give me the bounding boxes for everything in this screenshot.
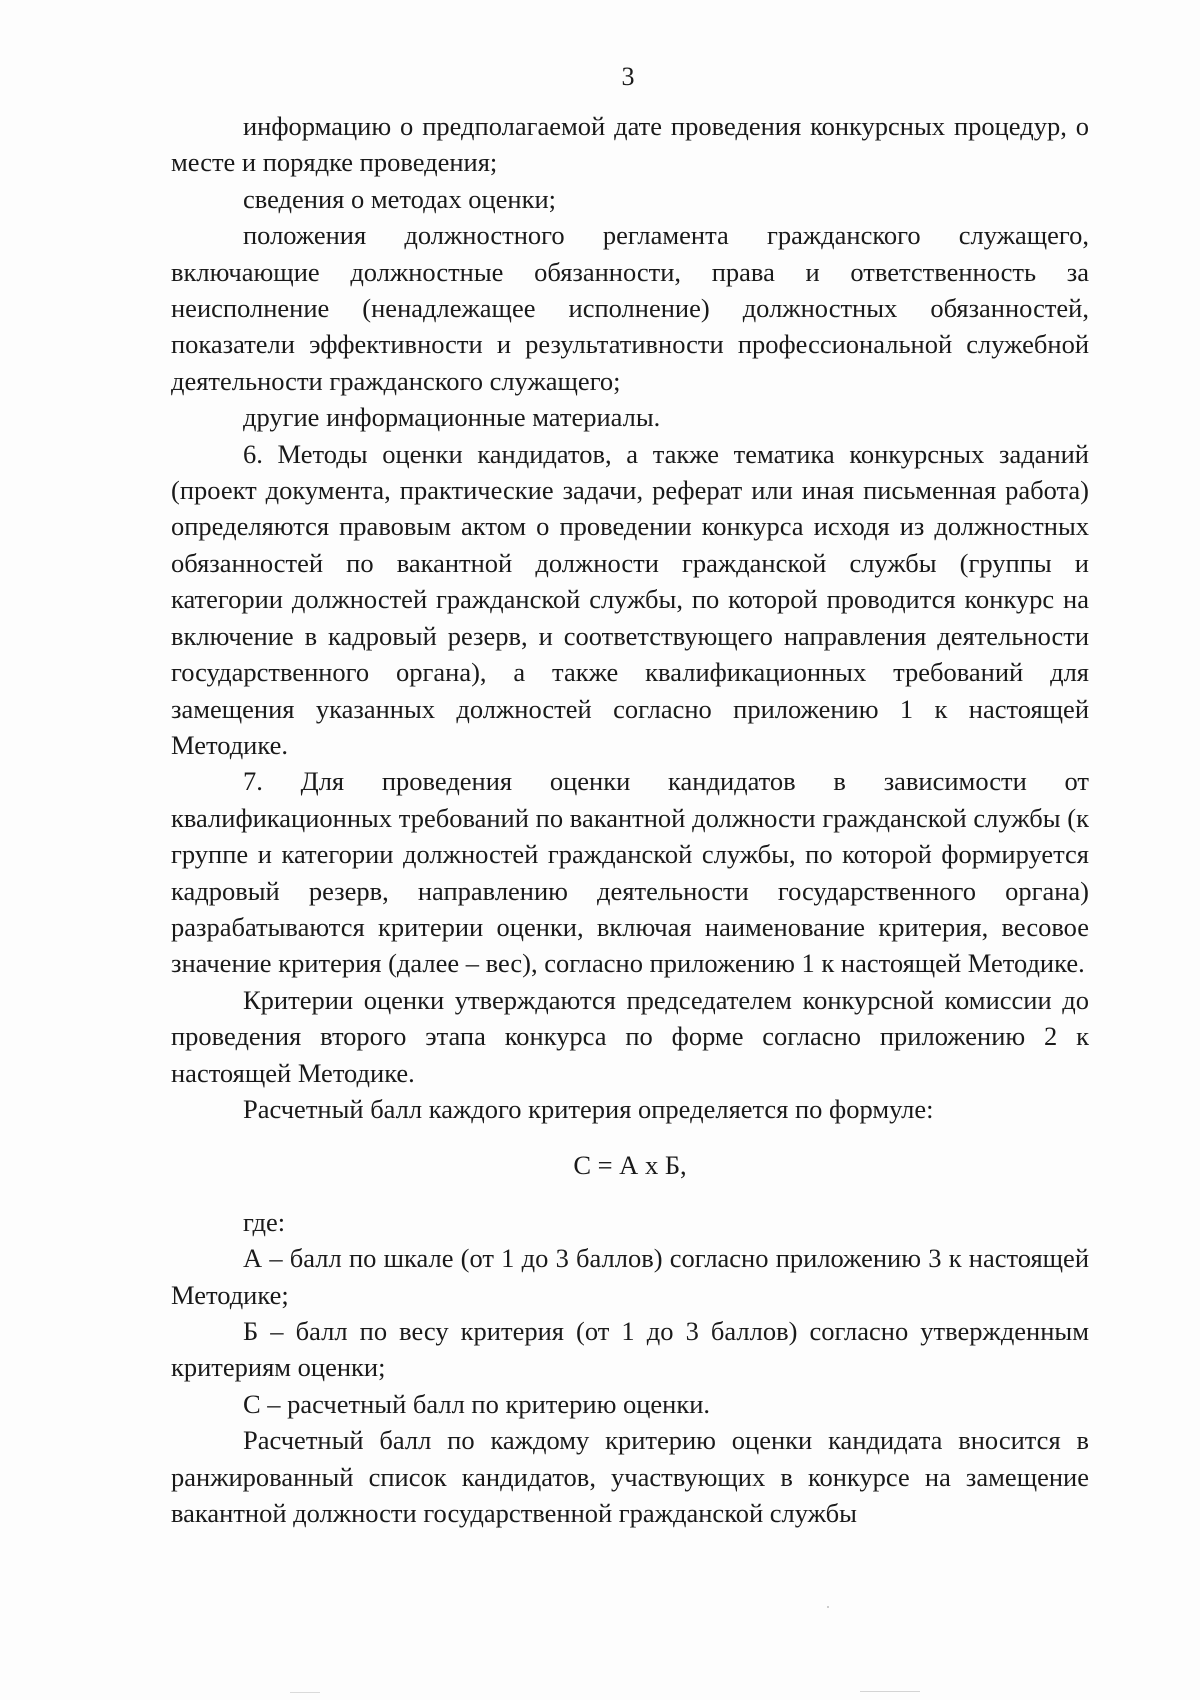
paragraph-ranked-list: Расчетный балл по каждому критерию оценки кандидата вносится в ранжированный список кандидатов, участвующих в конкурсе на замещение вакантной должности государственной гражданской службы	[171, 1425, 1089, 1529]
page-number: 3	[621, 62, 635, 91]
paragraph-announcement-info: информацию о предполагаемой дате проведения конкурсных процедур, о месте и порядке проведения;	[171, 111, 1089, 178]
paragraph-criteria-approval: Критерии оценки утверждаются председателем конкурсной комиссии до проведения второго этапа конкурса по форме согласно приложению 2 к настоящей Методике.	[171, 984, 1089, 1088]
definition-c: С – расчетный балл по критерию оценки.	[243, 1388, 711, 1419]
score-formula: С = А х Б,	[573, 1150, 687, 1181]
paragraph-other-materials: другие информационные материалы.	[243, 402, 661, 433]
paragraph-item-7: 7. Для проведения оценки кандидатов в зависимости от квалификационных требований по вакантной должности гражданской службы (к группе и категории должностей гражданской службы, по которой формируется кадровый резерв, направлению деятельности государственного органа) разрабатываются критерии оценки, включая наименование критерия, весовое значение критерия (далее – вес), согласно приложению 1 к настоящей Методике.	[171, 766, 1089, 979]
formula-where-label: где:	[243, 1206, 286, 1237]
scan-artifact	[290, 1692, 320, 1693]
scan-artifact	[827, 1606, 829, 1608]
paragraph-item-6: 6. Методы оценки кандидатов, а также тематика конкурсных заданий (проект документа, практические задачи, реферат или иная письменная работа) определяются правовым актом о проведении конкурса исходя из должностных обязанностей по вакантной должности гражданской службы (группы и категории должностей гражданской службы, по которой проводится конкурс на включение в кадровый резерв, и соответствующего направления деятельности государственного органа), а также квалификационных требований для замещения указанных должностей согласно приложению 1 к настоящей Методике.	[171, 438, 1089, 760]
definition-b: Б – балл по весу критерия (от 1 до 3 баллов) согласно утвержденным критериям оценки;	[171, 1316, 1089, 1383]
definition-a: А – балл по шкале (от 1 до 3 баллов) согласно приложению 3 к настоящей Методике;	[171, 1243, 1089, 1310]
document-body	[171, 108, 1089, 1531]
paragraph-job-regulations: положения должностного регламента гражданского служащего, включающие должностные обязанности, права и ответственность за неисполнение (ненадлежащее исполнение) должностных обязанностей, показатели эффективности и результативности профессиональной служебной деятельности гражданского служащего;	[171, 220, 1089, 396]
paragraph-formula-intro: Расчетный балл каждого критерия определяется по формуле:	[243, 1093, 934, 1124]
paragraph-assessment-methods-info: сведения о методах оценки;	[243, 183, 556, 214]
scan-artifact	[860, 1691, 920, 1692]
